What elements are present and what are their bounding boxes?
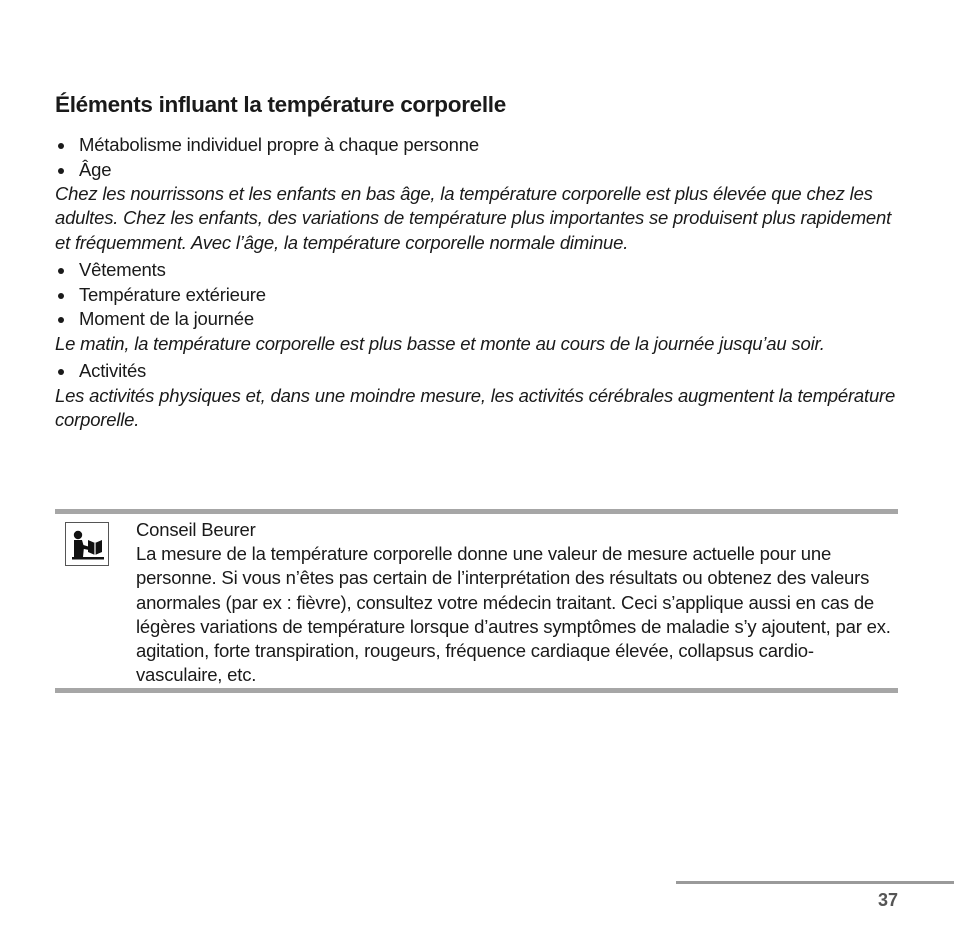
influence-factor-list xyxy=(55,133,900,182)
list-item: Vêtements xyxy=(55,258,900,283)
age-note: Chez les nourrissons et les enfants en bas âge, la température corporelle est plus élevée que chez les adultes. Chez les enfants, des variations de température plus importantes se produisent plus rapidement et fréquemment. Avec l’âge, la température corporelle normale diminue. xyxy=(55,183,892,253)
tip-content xyxy=(136,518,898,687)
influence-factor-list xyxy=(55,359,900,384)
activities-note: Les activités physiques et, dans une moindre mesure, les activités cérébrales augmentent la température corporelle. xyxy=(55,384,896,431)
list-item: Âge xyxy=(55,158,900,183)
influence-factor-list xyxy=(55,258,900,332)
main-content xyxy=(55,91,900,435)
beurer-tip-box xyxy=(55,509,898,694)
reading-person-icon xyxy=(65,522,109,566)
page-number: 37 xyxy=(877,890,898,910)
list-item: Métabolisme individuel propre à chaque personne xyxy=(55,133,900,158)
list-item: Température extérieure xyxy=(55,283,900,308)
tip-title: Conseil Beurer xyxy=(136,519,256,540)
list-item: Moment de la journée xyxy=(55,307,900,332)
section-heading: Éléments influant la température corporelle xyxy=(55,92,506,117)
list-item: Activités xyxy=(55,359,900,384)
footer-rule xyxy=(676,881,954,884)
tip-bottom-rule xyxy=(55,688,898,693)
tip-body: La mesure de la température corporelle donne une valeur de mesure actuelle pour une personne. Si vous n’êtes pas certain de l’interprétation des résultats ou obtenez des valeurs anormales (par ex : fièvre), consultez votre médecin traitant. Ceci s’applique aussi en cas de légères variations de température lorsque d’autres symptômes de maladie s’y ajoutent, par ex. agitation, forte transpiration, rougeurs, fréquence cardiaque élevée, collapsus cardio-vasculaire, etc. xyxy=(136,543,891,686)
time-of-day-note: Le matin, la température corporelle est plus basse et monte au cours de la journée jusqu’au soir. xyxy=(55,332,825,354)
tip-top-rule xyxy=(55,509,898,514)
